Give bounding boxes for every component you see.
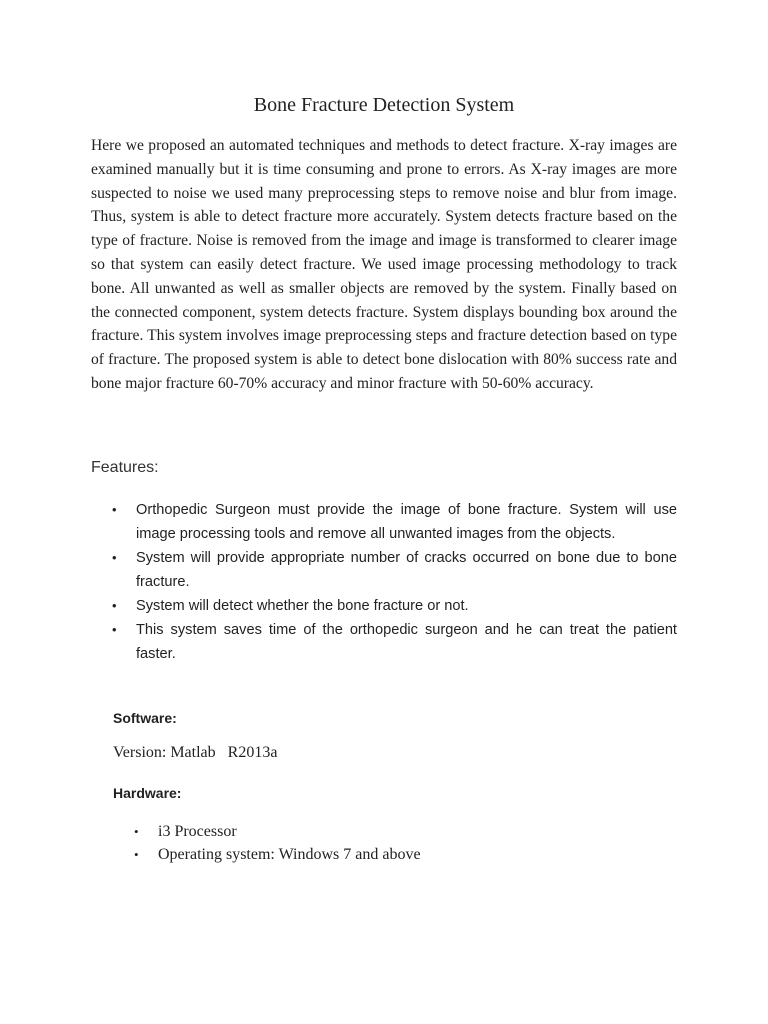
hardware-label: Hardware: <box>113 785 182 801</box>
page-title: Bone Fracture Detection System <box>253 94 515 116</box>
list-item <box>134 843 421 866</box>
bullet-icon: • <box>134 824 139 839</box>
bullet-icon: • <box>112 550 117 565</box>
features-list <box>112 498 677 666</box>
hardware-item: Operating system: Windows 7 and above <box>158 846 421 863</box>
bullet-icon: • <box>134 847 139 862</box>
list-item <box>112 498 677 546</box>
bullet-icon: • <box>112 622 117 637</box>
software-label: Software: <box>113 710 177 726</box>
features-heading: Features: <box>91 459 159 476</box>
bullet-icon: • <box>112 502 117 517</box>
bullet-icon: • <box>112 598 117 613</box>
software-version: Version: Matlab R2013a <box>113 744 278 761</box>
feature-text: Orthopedic Surgeon must provide the image of bone fracture. System will use image processing tools and remove all unwanted images from the objects. <box>136 502 677 542</box>
feature-text: System will provide appropriate number of cracks occurred on bone due to bone fracture. <box>136 550 677 590</box>
list-item <box>112 618 677 666</box>
list-item <box>134 820 421 843</box>
feature-text: System will detect whether the bone fracture or not. <box>136 598 469 614</box>
list-item <box>112 594 677 618</box>
hardware-list <box>134 820 421 866</box>
hardware-item: i3 Processor <box>158 823 237 840</box>
list-item <box>112 546 677 594</box>
intro-paragraph: Here we proposed an automated techniques and methods to detect fracture. X-ray images are examined manually but it is time consuming and prone to errors. As X-ray images are more suspected to noise we used many preprocessing steps to remove noise and blur from image. Thus, system is able to detect fracture more accurately. System detects fracture based on the type of fracture. Noise is removed from the image and image is transformed to clearer image so that system can easily detect fracture. We used image processing methodology to track bone. All unwanted as well as smaller objects are removed by the system. Finally based on the connected component, system detects fracture. System displays bounding box around the fracture. This system involves image preprocessing steps and fracture detection based on type of fracture. The proposed system is able to detect bone dislocation with 80% success rate and bone major fracture 60-70% accuracy and minor fracture with 50-60% accuracy. <box>91 137 677 392</box>
feature-text: This system saves time of the orthopedic surgeon and he can treat the patient faster. <box>136 622 677 662</box>
